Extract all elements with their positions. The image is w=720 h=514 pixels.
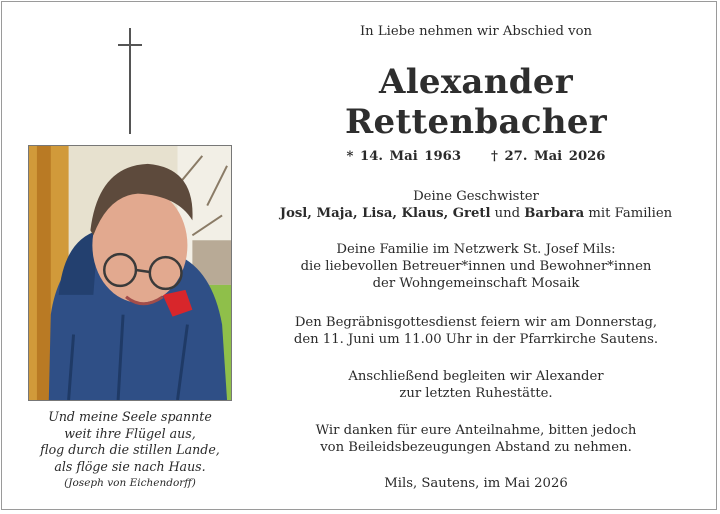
followup-line: zur letzten Ruhestätte. — [399, 386, 553, 401]
cross-icon — [118, 28, 142, 134]
birth-date: * 14. Mai 1963 — [346, 149, 461, 164]
service-block — [264, 314, 688, 348]
siblings-last-name: Barbara — [524, 206, 585, 221]
portrait-photo — [28, 145, 232, 401]
first-name: Alexander — [379, 62, 573, 102]
poem-line: als flöge sie nach Haus. — [54, 458, 206, 474]
followup-block — [264, 368, 688, 402]
siblings-names-line — [264, 205, 688, 222]
intro-text: In Liebe nehmen wir Abschied von — [359, 24, 593, 39]
network-block — [264, 241, 688, 292]
network-line: der Wohngemeinschaft Mosaik — [372, 276, 580, 291]
network-line: Deine Familie im Netzwerk St. Josef Mils: — [336, 242, 616, 257]
siblings-block — [264, 188, 688, 222]
poem — [28, 409, 232, 491]
poem-author: (Joseph von Eichendorff) — [64, 477, 196, 489]
service-line: den 11. Juni um 11.00 Uhr in der Pfarrkirche Sautens. — [293, 332, 659, 347]
siblings-heading: Deine Geschwister — [413, 189, 539, 204]
poem-line: flog durch die stillen Lande, — [40, 442, 220, 457]
service-line: Den Begräbnisgottesdienst feiern wir am Donnerstag, — [294, 315, 658, 330]
followup-line: Anschließend begleiten wir Alexander — [348, 369, 604, 384]
place-date: Mils, Sautens, im Mai 2026 — [384, 476, 568, 491]
thanks-line: Wir danken für eure Anteilnahme, bitten jedoch — [315, 423, 637, 438]
deceased-name — [264, 62, 688, 142]
last-name: Rettenbacher — [344, 102, 608, 142]
siblings-suffix: mit Familien — [584, 206, 673, 221]
life-dates — [264, 149, 688, 164]
poem-line: weit ihre Flügel aus, — [64, 425, 196, 441]
network-line: die liebevollen Betreuer*innen und Bewohner*innen — [300, 259, 652, 274]
death-date: † 27. Mai 2026 — [491, 149, 606, 164]
thanks-line: von Beileidsbezeugungen Abstand zu nehmen. — [320, 440, 632, 455]
siblings-names: Josl, Maja, Lisa, Klaus, Gretl — [279, 206, 491, 221]
obituary-card — [1, 1, 717, 510]
poem-line: Und meine Seele spannte — [48, 409, 212, 424]
thanks-block — [264, 422, 688, 456]
siblings-connector: und — [490, 206, 525, 221]
